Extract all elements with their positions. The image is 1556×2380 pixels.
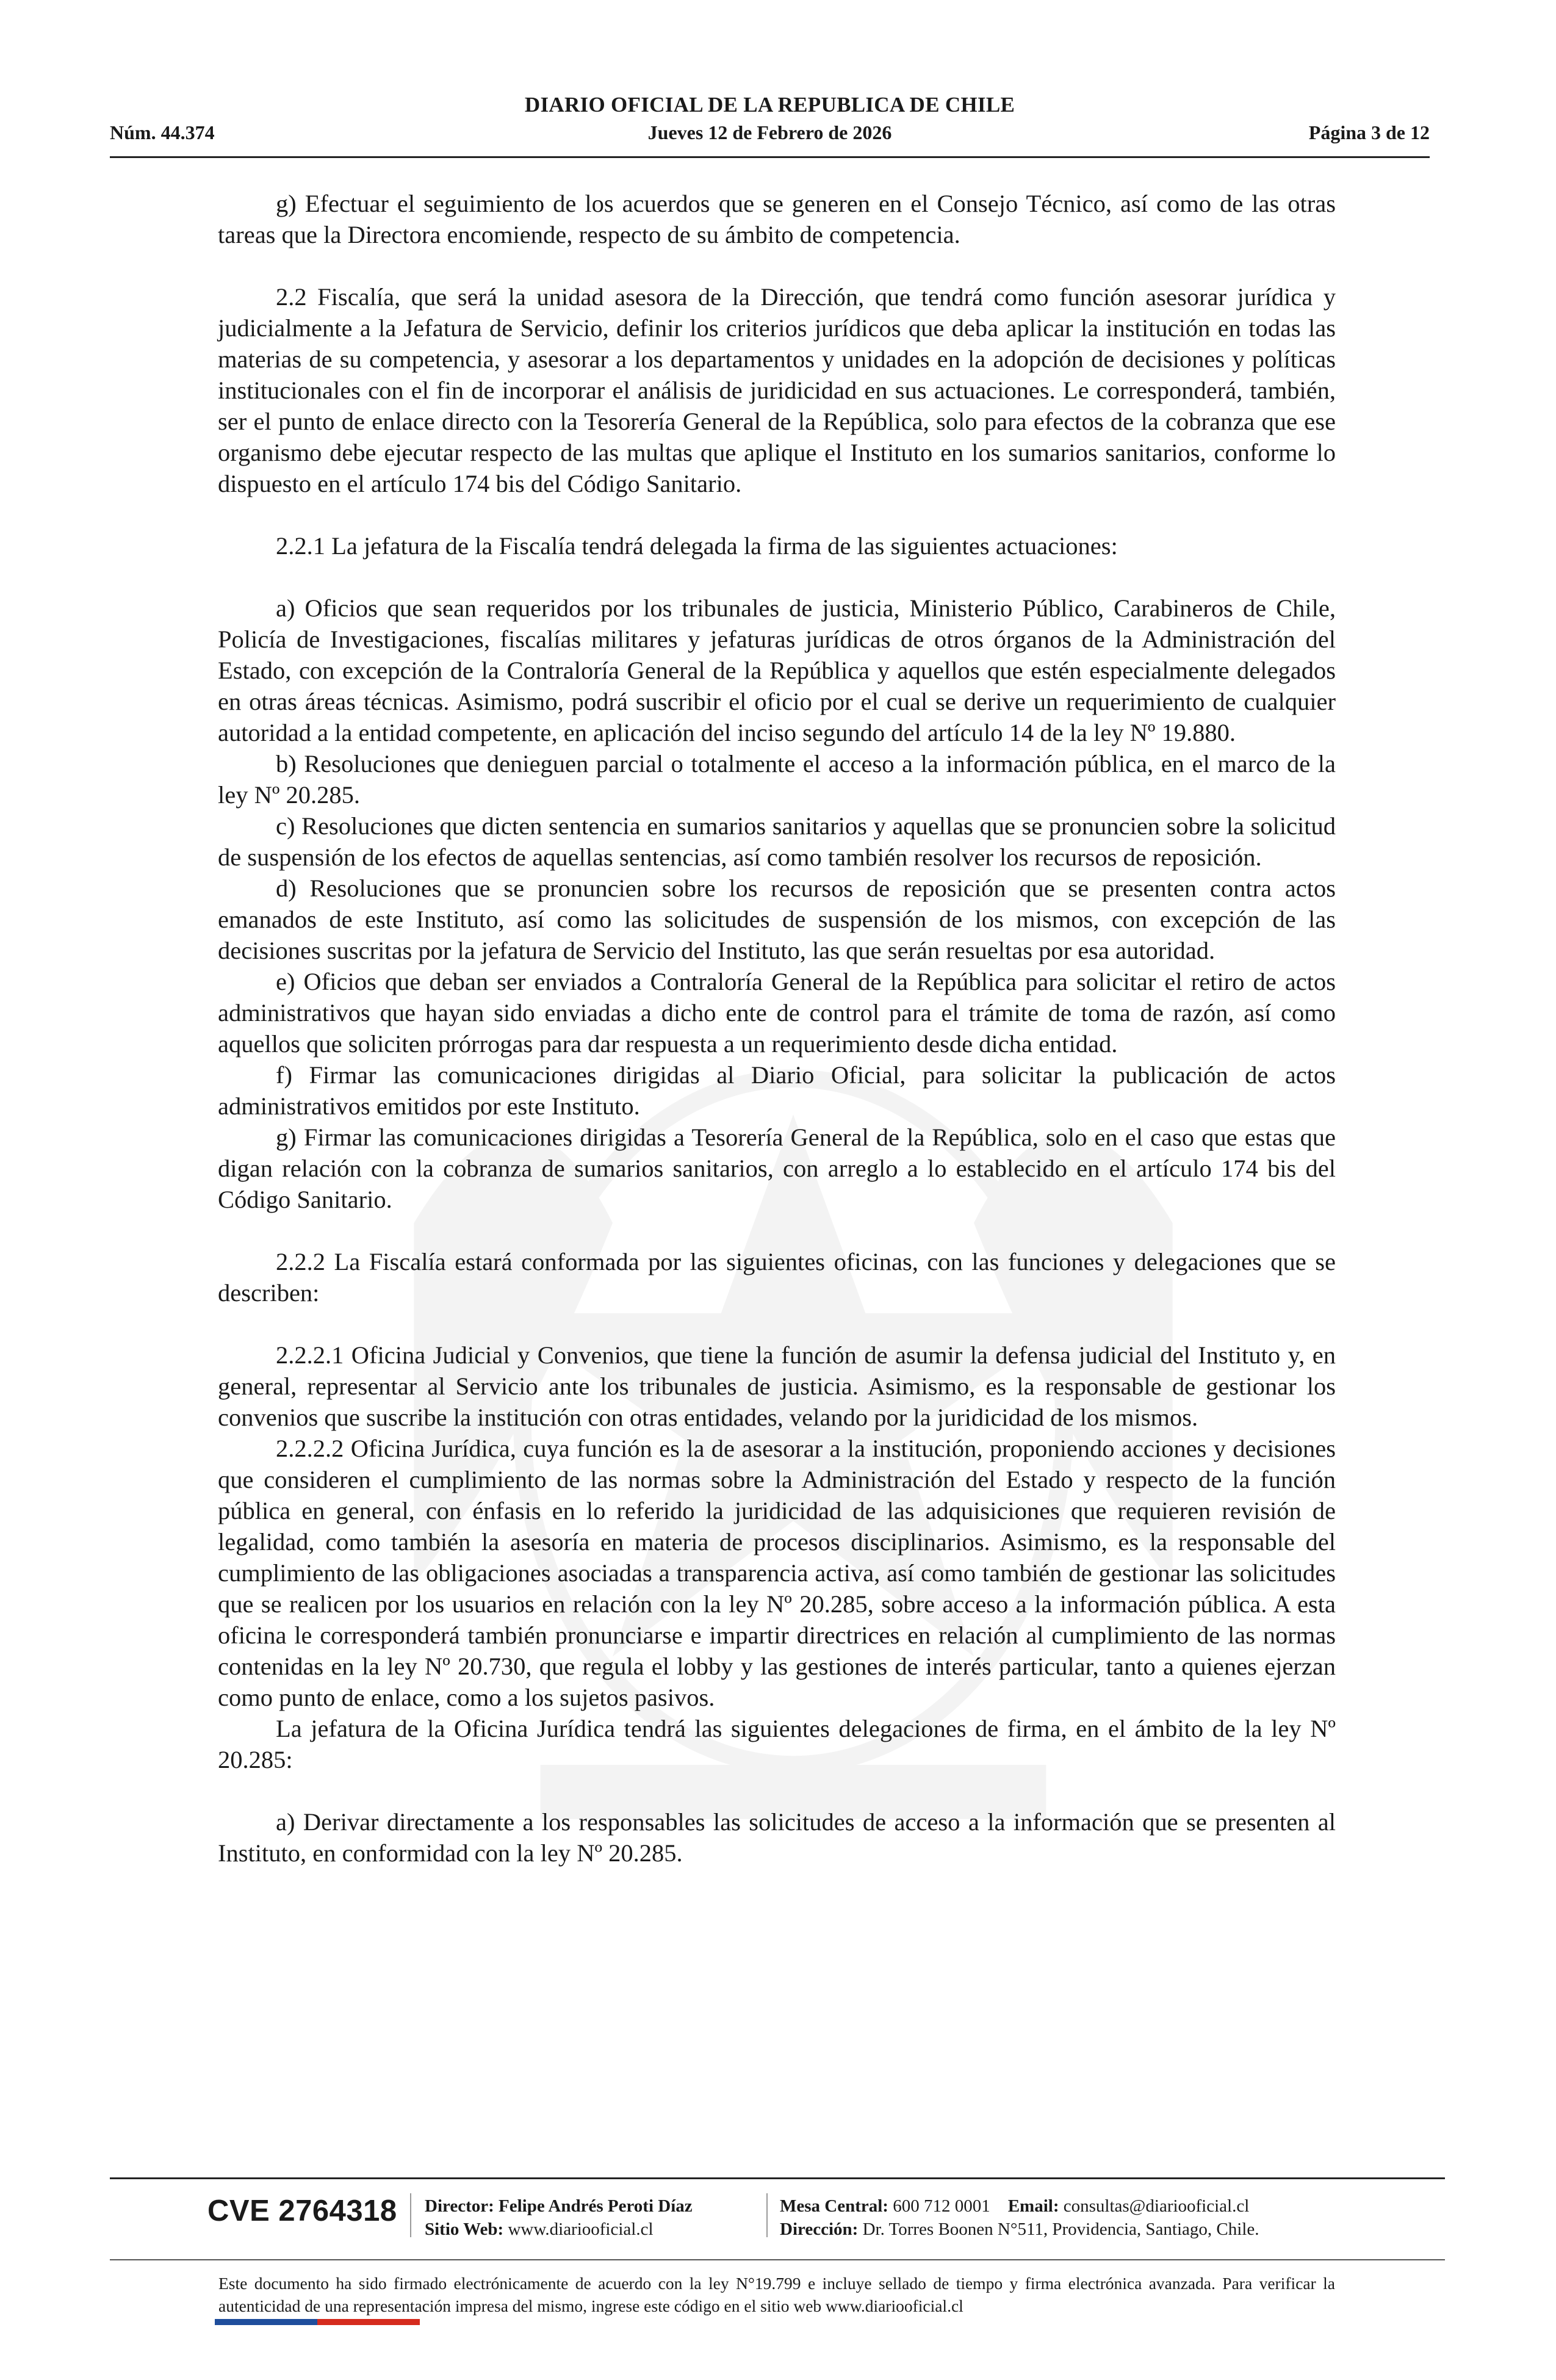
list-item-b-resoluciones: b) Resoluciones que denieguen parcial o totalmente el acceso a la información pública, en el marco de la ley Nº 20.285. (218, 750, 1336, 809)
footer-divider (110, 2259, 1445, 2260)
footer-contact-block (780, 2194, 1259, 2241)
paragraph-g-consejo: g) Efectuar el seguimiento de los acuerdos que se generen en el Consejo Técnico, así como de las otras tareas que la Directora encomiende, respecto de su ámbito de competencia. (218, 190, 1336, 248)
cve-code: CVE 2764318 (207, 2194, 397, 2227)
list-item-e-contraloria: e) Oficios que deban ser enviados a Contraloría General de la República para solicitar el retiro de actos administrativos que hayan sido enviadas a dicho ente de control para el trámite de toma de razón, así como aquellos que soliciten prórrogas para dar respuesta a un requerimiento desde dicha entidad. (218, 968, 1336, 1058)
footer-separator (766, 2193, 768, 2237)
phone-label: Mesa Central: (780, 2196, 888, 2216)
list-item-c-sumarios: c) Resoluciones que dicten sentencia en sumarios sanitarios y aquellas que se pronuncien sobre la solicitud de suspensión de los efectos de aquellas sentencias, así como también resolver los recursos de reposición. (218, 812, 1336, 871)
footer-separator (410, 2193, 411, 2237)
list-item-a-derivar: a) Derivar directamente a los responsables las solicitudes de acceso a la información que se presenten al Instituto, en conformidad con la ley Nº 20.285. (218, 1808, 1336, 1867)
issue-number: Núm. 44.374 (110, 121, 215, 143)
paragraph-delegaciones: La jefatura de la Oficina Jurídica tendrá las siguientes delegaciones de firma, en el ámbito de la ley Nº 20.285: (218, 1715, 1336, 1773)
paragraph-2-2-2-1: 2.2.2.1 Oficina Judicial y Convenios, que tiene la función de asumir la defensa judicial del Instituto y, en general, representar al Servicio ante los tribunales de justicia. Asimismo, es la responsable de gestionar los convenios que suscribe la institución con otras entidades, velando por la juridicidad de los mismos. (218, 1341, 1336, 1431)
website-label: Sitio Web: (425, 2220, 504, 2239)
paragraph-2-2-fiscalia: 2.2 Fiscalía, que será la unidad asesora de la Dirección, que tendrá como función asesorar jurídica y judicialmente a la Jefatura de Servicio, definir los criterios jurídicos que deba aplicar la institución en todas las materias de su competencia, y asesorar a los departamentos y unidades en la adopción de decisiones y políticas institucionales con el fin de incorporar el análisis de juridicidad en sus actuaciones. Le corresponderá, también, ser el punto de enlace directo con la Tesorería General de la República, solo para efectos de la cobranza que ese organismo debe ejecutar respecto de las multas que aplique el Instituto en los sumarios sanitarios, conforme lo dispuesto en el artículo 174 bis del Código Sanitario. (218, 283, 1336, 497)
electronic-signature-notice: Este documento ha sido firmado electrónicamente de acuerdo con la ley N°19.799 e incluye sellado de tiempo y firma electrónica avanzada. Para verificar la autenticidad de una representación impresa del mismo, ingrese este código en el sitio web www.diariooficial.cl (218, 2274, 1335, 2315)
page-header (110, 93, 1430, 161)
flag-red-segment (317, 2319, 420, 2325)
list-item-d-reposicion: d) Resoluciones que se pronuncien sobre los recursos de reposición que se presenten contra actos emanados de este Instituto, así como las solicitudes de suspensión de los mismos, con excepción de las decisiones suscritas por la jefatura de Servicio del Instituto, las que serán resueltas por esa autoridad. (218, 874, 1336, 964)
page-number: Página 3 de 12 (1308, 121, 1430, 143)
list-item-f-diario-oficial: f) Firmar las comunicaciones dirigidas al Diario Oficial, para solicitar la publicación de actos administrativos emitidos por este Instituto. (218, 1061, 1336, 1120)
page-footer (110, 2177, 1445, 2336)
paragraph-2-2-2-2: 2.2.2.2 Oficina Jurídica, cuya función es la de asesorar a la institución, proponiendo acciones y decisiones que consideren el cumplimiento de las normas sobre la Administración del Estado y respecto de la función pública en general, con énfasis en lo referido la juridicidad de las adquisiciones que requieren revisión de legalidad, como también la asesoría en materia de procesos disciplinarios. Asimismo, es la responsable del cumplimiento de las obligaciones asociadas a transparencia activa, así como también de gestionar las solicitudes que se realicen por los usuarios en relación con la ley Nº 20.285, sobre acceso a la información pública. A esta oficina le corresponderá también pronunciarse e impartir directrices en relación al cumplimiento de las normas contenidas en la ley Nº 20.730, que regula el lobby y las gestiones de interés particular, tanto a quienes ejerzan como punto de enlace, como a los sujetos pasivos. (218, 1435, 1336, 1711)
chile-flag-stripe (215, 2319, 420, 2325)
publication-title: DIARIO OFICIAL DE LA REPUBLICA DE CHILE (524, 93, 1015, 117)
email-label: Email: (1007, 2196, 1059, 2216)
document-body (218, 188, 1336, 1869)
paragraph-2-2-2: 2.2.2 La Fiscalía estará conformada por las siguientes oficinas, con las funciones y delegaciones que se describen: (218, 1248, 1336, 1307)
director-name: Felipe Andrés Peroti Díaz (499, 2196, 693, 2216)
paragraph-2-2-1: 2.2.1 La jefatura de la Fiscalía tendrá delegada la firma de las siguientes actuaciones: (276, 532, 1118, 560)
address-label: Dirección: (780, 2220, 859, 2239)
list-item-a-oficios: a) Oficios que sean requeridos por los tribunales de justicia, Ministerio Público, Carabineros de Chile, Policía de Investigaciones, fiscalías militares y jefaturas jurídicas de otros órganos de la Administración del Estado, con excepción de la Contraloría General de la República y aquellos que estén especialmente delegados en otras áreas técnicas. Asimismo, podrá suscribir el oficio por el cual se derive un requerimiento de cualquier autoridad a la entidad competente, en aplicación del inciso segundo del artículo 14 de la ley Nº 19.880. (218, 594, 1336, 746)
website-link[interactable]: www.diariooficial.cl (508, 2220, 654, 2239)
header-divider (110, 156, 1430, 158)
address-value: Dr. Torres Boonen N°511, Providencia, Santiago, Chile. (862, 2220, 1259, 2239)
email-link[interactable]: consultas@diariooficial.cl (1063, 2196, 1250, 2216)
publication-date: Jueves 12 de Febrero de 2026 (647, 121, 892, 143)
director-label: Director: (425, 2196, 494, 2216)
flag-blue-segment (215, 2319, 317, 2325)
phone-value: 600 712 0001 (893, 2196, 990, 2216)
footer-director-block (425, 2194, 693, 2241)
footer-divider-top (110, 2177, 1445, 2179)
list-item-g-tesoreria: g) Firmar las comunicaciones dirigidas a Tesorería General de la República, solo en el caso que estas que digan relación con la cobranza de sumarios sanitarios, con arreglo a lo establecido en el artículo 174 bis del Código Sanitario. (218, 1123, 1336, 1213)
